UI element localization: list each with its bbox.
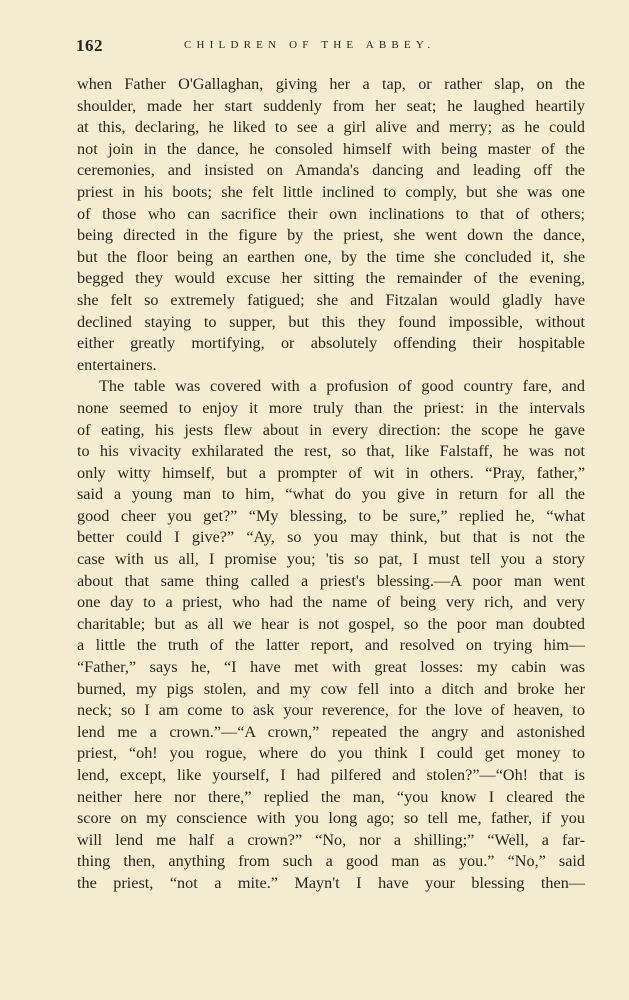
text-line: said a young man to him, “what do you give in return for all the [77,485,585,504]
text-line: not join in the dance, he consoled himself with being master of the [77,139,585,158]
text-line: the priest, “not a mite.” Mayn't I have your blessing then— [77,873,585,892]
text-line: thing then, anything from such a good man as you.” “No,” said [77,852,585,871]
text-line: good cheer you get?” “My blessing, to be sure,” replied he, “what [77,506,585,525]
text-line: none seemed to enjoy it more truly than the priest: in the intervals [77,398,585,417]
text-line: being directed in the figure by the priest, she went down the dance, [77,226,585,245]
text-line: when Father O'Gallaghan, giving her a tap, or rather slap, on the [77,75,585,93]
text-line: about that same thing called a priest's blessing.—A poor man went [77,571,585,590]
text-line: lend, except, like yourself, I had pilfered and stolen?”—“Oh! that is [77,766,585,784]
text-line: she felt so extremely fatigued; she and Fitzalan would gladly have [77,290,585,309]
text-line: of those who can sacrifice their own inclinations to that of others; [77,204,585,223]
text-line: case with us all, I promise you; 'tis so pat, I must tell you a story [77,550,585,569]
text-line: priest in his boots; she felt little inclined to comply, but she was one [77,182,585,201]
text-line: entertainers. [77,355,157,374]
page-number: 162 [76,36,103,55]
text-line: “Father,” says he, “I have met with great losses: my cabin was [77,658,585,677]
text-line: at this, declaring, he liked to see a girl alive and merry; as he could [77,118,585,137]
text-line: lend me a crown.”—“A crown,” repeated the angry and astonished [77,722,585,741]
text-line: shoulder, made her start suddenly from her seat; he laughed heartily [77,96,585,115]
body-text [77,74,585,895]
text-line: a little the truth of the latter report, and resolved on trying him— [77,636,585,655]
text-line: to his vivacity exhilarated the rest, so that, like Falstaff, he was not [77,442,585,461]
text-line: ceremonies, and insisted on Amanda's dancing and leading off the [77,161,585,180]
text-line: charitable; but as all we hear is not gospel, so the poor man doubted [77,614,585,633]
text-line: will lend me half a crown?” “No, nor a shilling;” “Well, a far- [77,830,585,849]
text-line: one day to a priest, who had the name of being very rich, and very [77,593,585,612]
text-line: declined staying to supper, but this they found impossible, without [77,312,585,331]
text-line: but the floor being an earthen one, by the time she concluded it, she [77,247,585,266]
text-line: priest, “oh! you rogue, where do you think I could get money to [77,744,585,763]
text-line: score on my conscience with you long ago; so tell me, father, if you [77,809,585,828]
text-line: burned, my pigs stolen, and my cow fell into a ditch and broke her [77,679,585,698]
page-header [76,36,597,58]
text-line: only witty himself, but a prompter of wit in others. “Pray, father,” [77,463,585,482]
text-line: neck; so I am come to ask your reverence, for the love of heaven, to [77,701,585,720]
text-line: begged they would excuse her sitting the remainder of the evening, [77,269,585,288]
text-line: either greatly mortifying, or absolutely offending their hospitable [77,334,585,353]
running-title: CHILDREN OF THE ABBEY. [184,39,436,51]
text-line: neither here nor there,” replied the man, “you know I cleared the [77,787,585,806]
text-line: of eating, his jests flew about in every direction: the scope he gave [77,420,585,439]
text-line: The table was covered with a profusion of good country fare, and [99,377,585,396]
text-line: better could I give?” “Ay, so you may think, but that is not the [77,528,585,547]
